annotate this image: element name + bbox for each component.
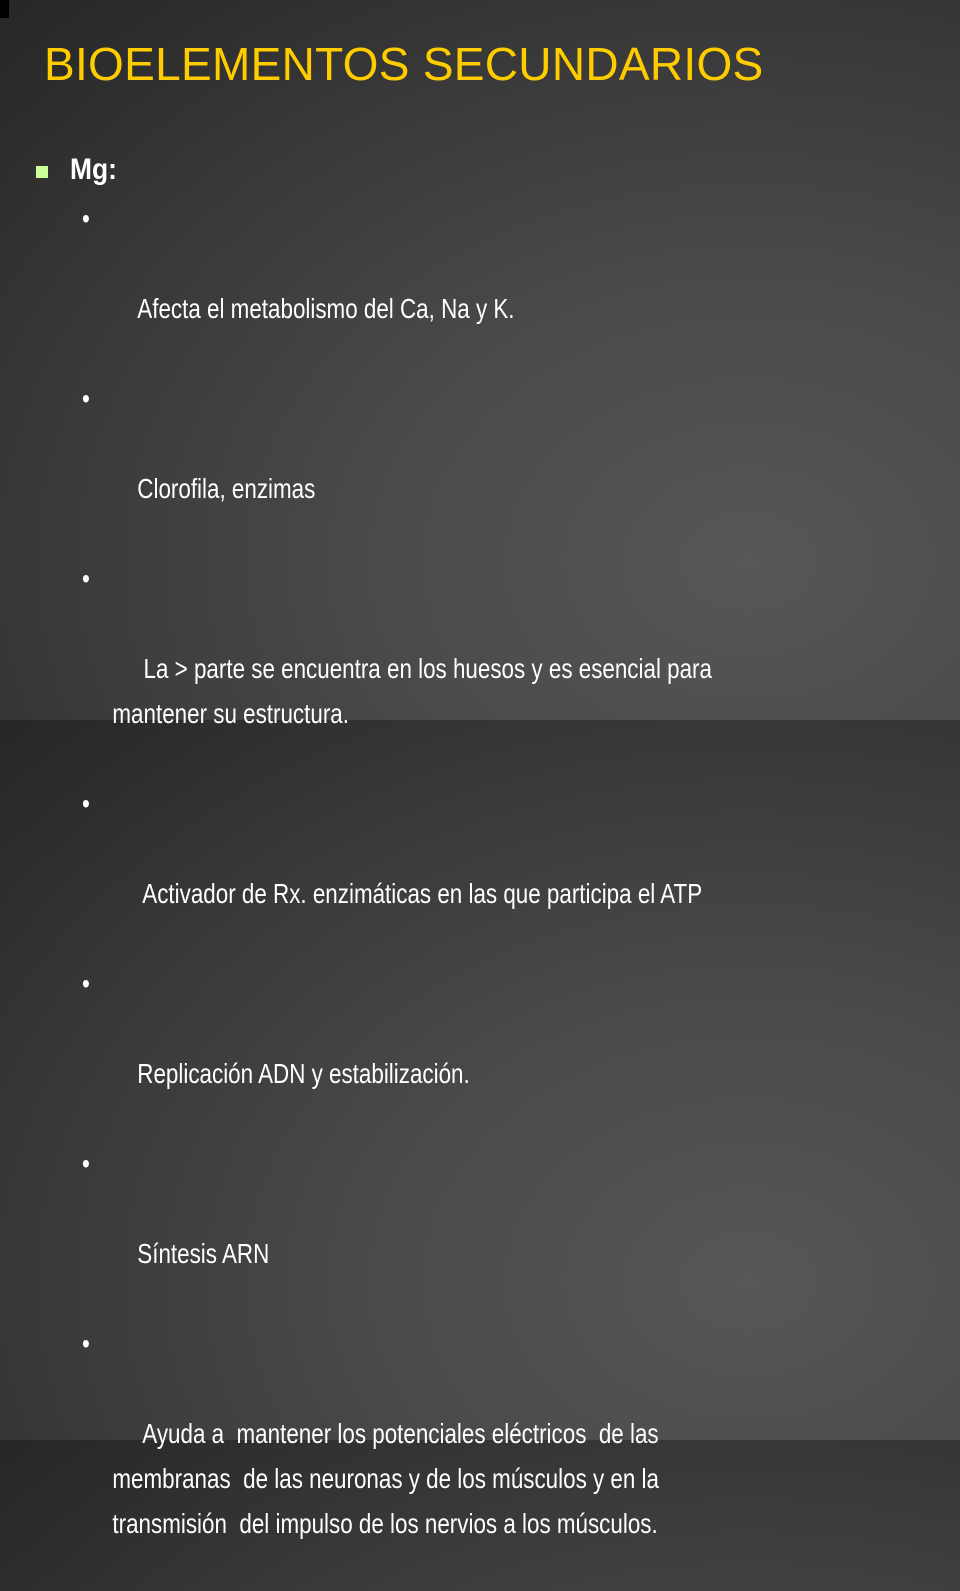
list-item [82, 196, 914, 376]
bullet-dot-icon: • [82, 968, 90, 999]
bullet-list [82, 196, 914, 1591]
bullet-dot-icon: • [82, 1148, 90, 1179]
list-item-text: Clorofila, enzimas [137, 473, 316, 504]
list-item-text: La > parte se encuentra en los huesos y es esencial para mantener su estructura. [112, 653, 712, 729]
list-item-text: Activador de Rx. enzimáticas en las que participa el ATP [137, 878, 703, 909]
list-item [82, 556, 914, 781]
list-item-text: Replicación ADN y estabilización. [137, 1058, 470, 1089]
square-bullet-icon [36, 166, 48, 178]
bullet-dot-icon: • [82, 1328, 90, 1359]
section-heading: Mg: [70, 153, 117, 186]
bullet-dot-icon: • [82, 203, 90, 234]
list-item [82, 781, 914, 961]
list-item-text: Ayuda a mantener los potenciales eléctricos de las membranas de las neuronas y de los músculos y en la transmisión del impulso de los nervios a los músculos. [112, 1418, 659, 1539]
list-item [82, 1321, 914, 1591]
slide-title: BIOELEMENTOS SECUNDARIOS [44, 38, 764, 90]
bullet-dot-icon: • [82, 563, 90, 594]
list-item [82, 1141, 914, 1321]
list-item [82, 376, 914, 556]
bullet-dot-icon: • [82, 383, 90, 414]
corner-mark [0, 0, 9, 18]
list-item [82, 961, 914, 1141]
list-item-text: Síntesis ARN [137, 1238, 270, 1269]
bullet-dot-icon: • [82, 788, 90, 819]
list-item-text: Afecta el metabolismo del Ca, Na y K. [137, 293, 515, 324]
